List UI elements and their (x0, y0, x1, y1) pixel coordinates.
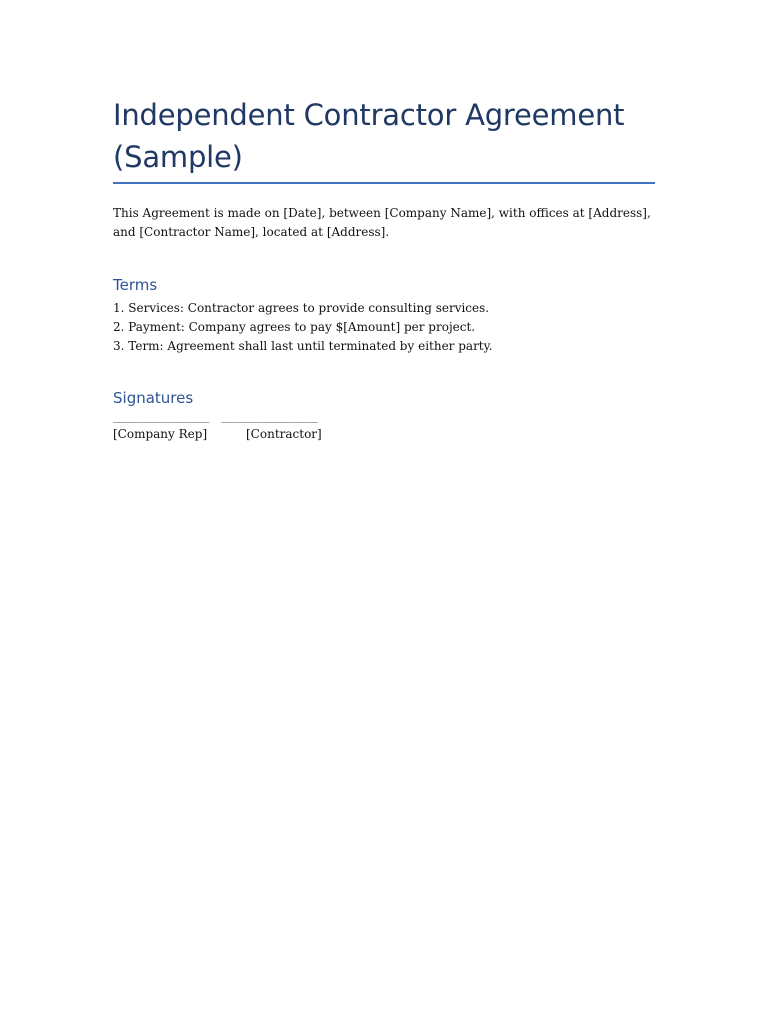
terms-item: 1. Services: Contractor agrees to provide consulting services. (113, 301, 490, 315)
document-title: Independent Contractor Agreement (Sample) (113, 98, 625, 174)
signature-line-company: ________________ (113, 412, 210, 423)
intro-paragraph: This Agreement is made on [Date], between [Company Name], with offices at [Address], and [Contractor Name], located at [Address]. (113, 206, 651, 239)
terms-item: 3. Term: Agreement shall last until terminated by either party. (113, 339, 493, 353)
signature-names (113, 425, 655, 444)
terms-heading: Terms (113, 276, 158, 294)
signatures-heading: Signatures (113, 389, 194, 407)
signature-line-contractor: ________________ (221, 412, 318, 423)
signature-name-company: [Company Rep] (113, 427, 208, 441)
terms-list (113, 299, 655, 356)
document-page (113, 94, 655, 444)
signature-name-contractor: [Contractor] (246, 427, 322, 441)
terms-item: 2. Payment: Company agrees to pay $[Amount] per project. (113, 320, 476, 334)
signature-lines (113, 411, 655, 425)
title-underline (113, 182, 655, 184)
